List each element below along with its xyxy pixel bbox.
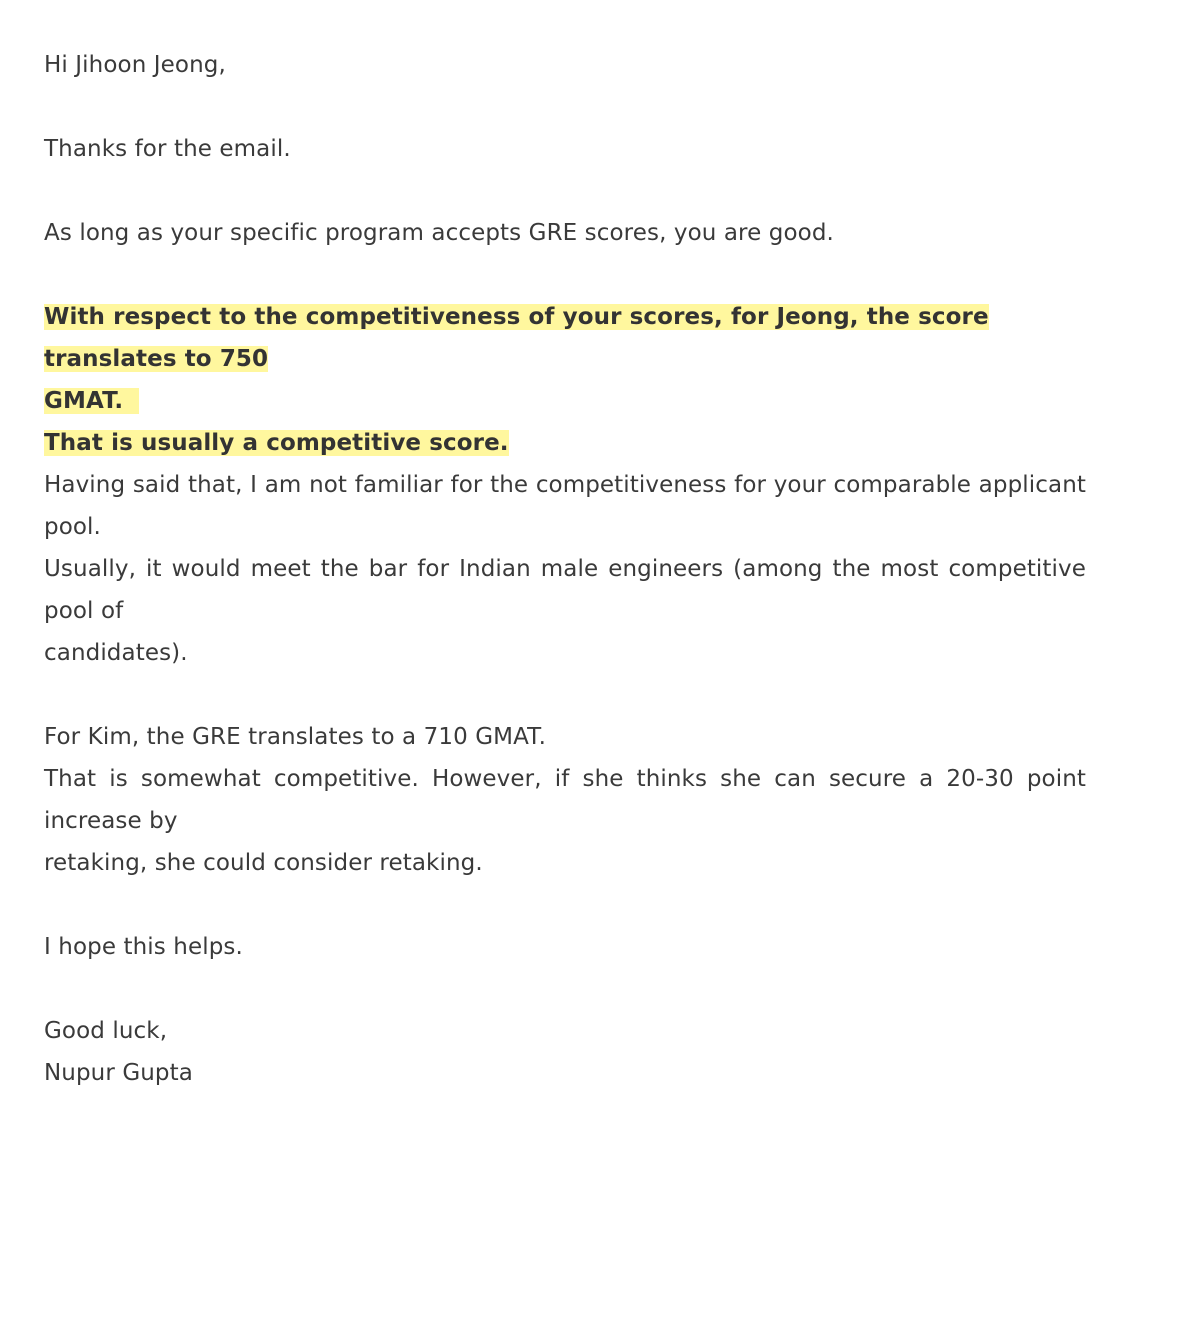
highlighted-paragraph (44, 296, 1086, 464)
email-body (44, 44, 1086, 1094)
thanks-line: Thanks for the email. (44, 136, 291, 162)
blank-line (44, 86, 1086, 128)
jeong-detail-line-3: candidates). (44, 640, 188, 666)
highlight-line-2: That is usually a competitive score. (44, 430, 509, 456)
blank-line (44, 170, 1086, 212)
highlight-line-1b (44, 388, 139, 414)
highlight-line-1a: With respect to the competitiveness of your scores, for Jeong, the score translates to 750 (44, 304, 989, 372)
blank-line (44, 968, 1086, 1010)
kim-line-1: For Kim, the GRE translates to a 710 GMAT. (44, 724, 546, 750)
jeong-detail-line-1: Having said that, I am not familiar for the competitiveness for your comparable applicant pool. (44, 472, 1086, 540)
highlight-line-1b-text: GMAT. (44, 388, 124, 414)
jeong-detail-line-2: Usually, it would meet the bar for Indian male engineers (among the most competitive pool of (44, 556, 1086, 624)
signature: Nupur Gupta (44, 1060, 193, 1086)
greeting: Hi Jihoon Jeong, (44, 52, 226, 78)
blank-line (44, 884, 1086, 926)
gre-accept-line: As long as your specific program accepts GRE scores, you are good. (44, 220, 834, 246)
blank-line (44, 254, 1086, 296)
blank-line (44, 674, 1086, 716)
kim-line-2: That is somewhat competitive. However, if she thinks she can secure a 20-30 point increase by (44, 766, 1086, 834)
kim-line-3: retaking, she could consider retaking. (44, 850, 483, 876)
signoff-line: Good luck, (44, 1018, 168, 1044)
hope-line: I hope this helps. (44, 934, 243, 960)
